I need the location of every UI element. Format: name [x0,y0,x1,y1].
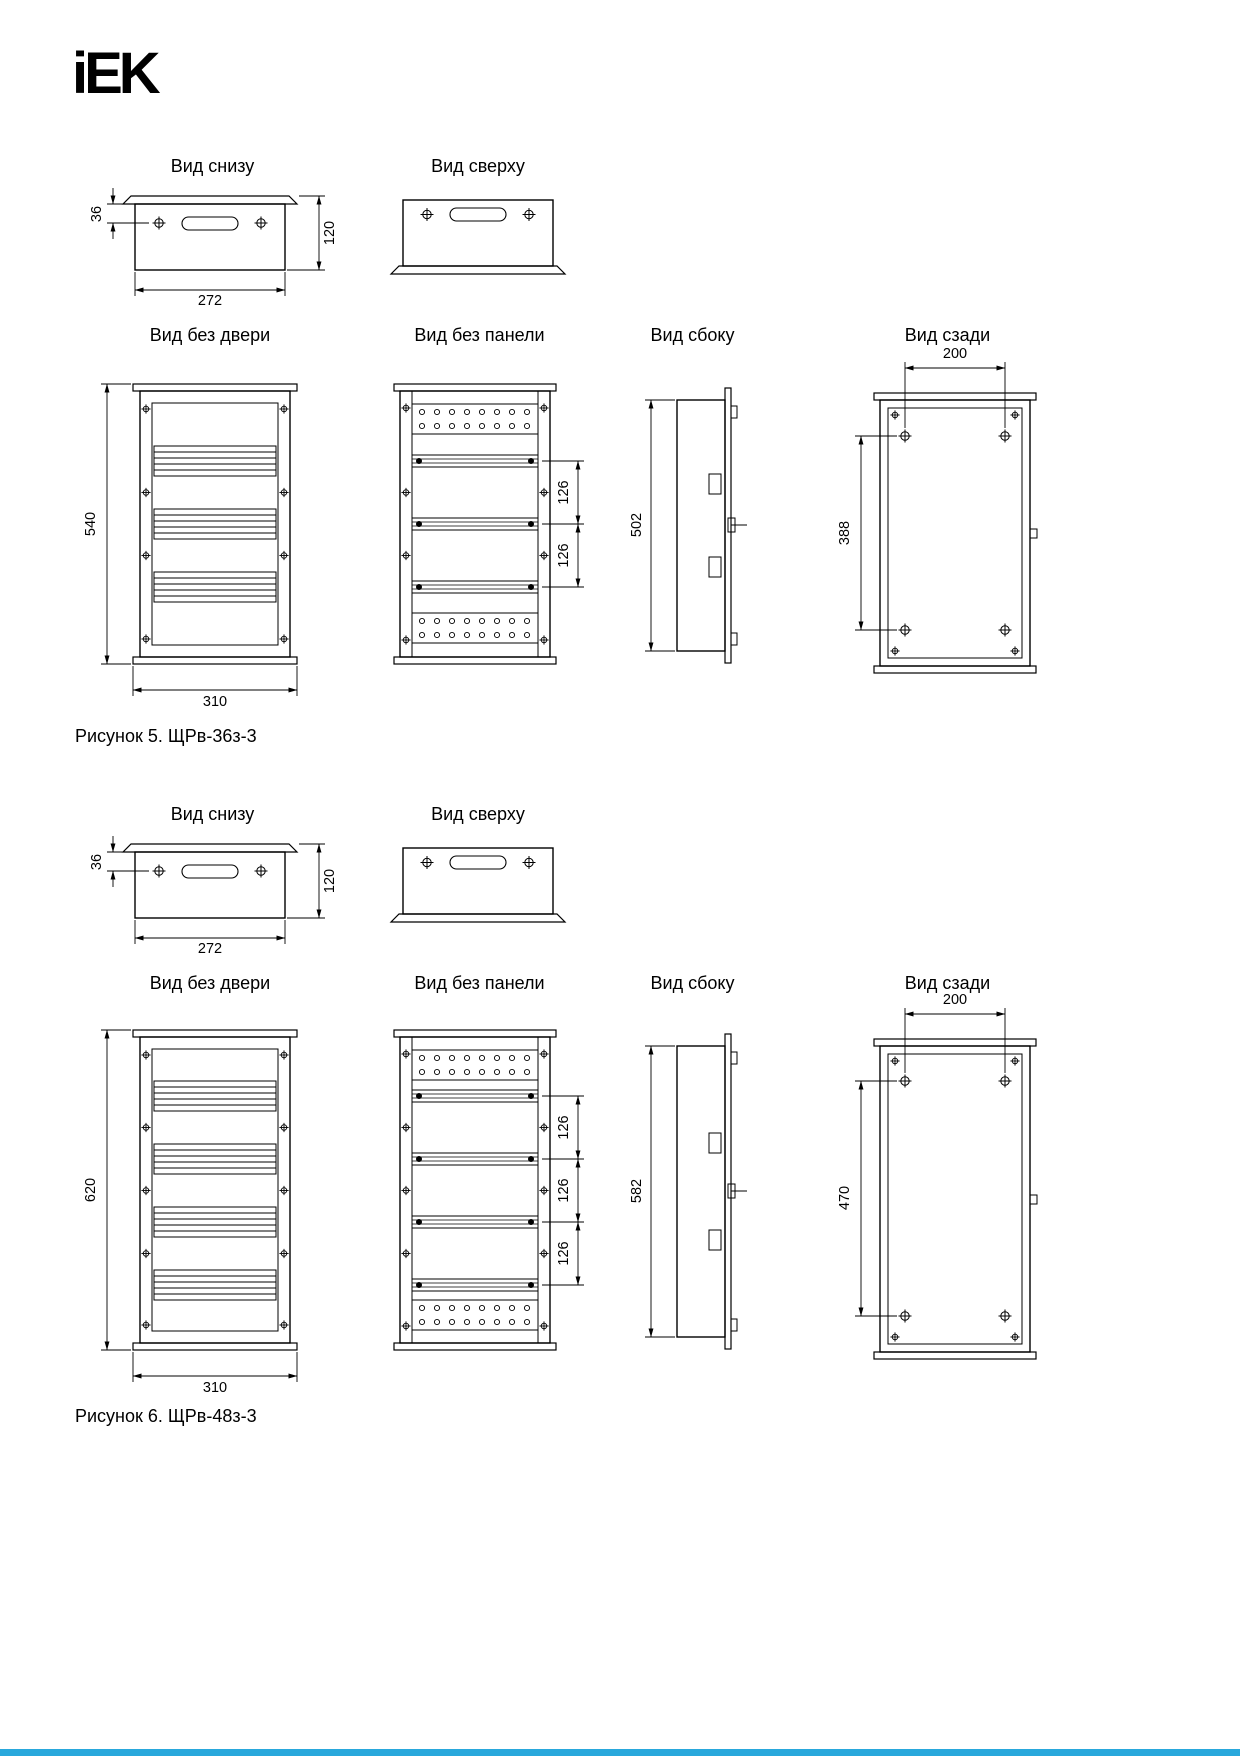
enclosure-outline [391,200,565,274]
enclosure-outline [123,844,297,918]
brand-color-bar [0,1749,1240,1756]
view-title-bottom-fig6: Вид снизу [170,804,255,824]
view-title-bottom-fig5: Вид снизу [170,156,255,176]
dim-rear-hole-width-fig6: 200 [942,992,968,1008]
view-title-top-fig5: Вид сверху [431,156,525,176]
screws [421,208,536,221]
side-view-drawing-fig5 [625,368,760,703]
cabinet-outline [874,393,1037,673]
front-view-drawing-fig6 [75,1006,345,1396]
cabinet-outline [874,1039,1037,1359]
screws [153,217,268,230]
panel-view-drawing-fig5 [362,360,597,710]
dim-rail-gap-1-fig6: 126 [556,1115,572,1140]
frame-screws [401,1049,548,1330]
view-title-rear-fig6: Вид сзади [904,973,991,993]
dim-rear-hole-width-fig5: 200 [942,346,968,362]
view-title-side-fig5: Вид сбоку [650,325,735,345]
dim-bottom-offset-fig5: 36 [89,205,105,223]
din-module-blocks [154,446,276,602]
view-title-top-fig6: Вид сверху [431,804,525,824]
view-title-rear-fig5: Вид сзади [904,325,991,345]
view-title-panel-fig6: Вид без панели [414,973,545,993]
dimension-lines [645,1046,675,1337]
top-view-drawing-fig6 [378,838,578,933]
dimension-lines [645,400,675,651]
dim-rail-gap-1-fig5: 126 [556,480,572,505]
view-title-front-fig6: Вид без двери [149,973,271,993]
din-module-blocks [154,1081,276,1300]
enclosure-outline [391,848,565,922]
bottom-view-drawing-fig6 [85,832,340,957]
dimension-lines [101,1030,297,1382]
screws [421,856,536,869]
dimension-lines [101,384,297,696]
top-view-drawing-fig5 [378,190,578,285]
dim-bottom-width-fig6: 272 [197,941,223,957]
screws [153,865,268,878]
frame-screws [401,403,548,644]
dim-bottom-depth-fig6: 120 [322,868,338,894]
cabinet-outline [133,1030,297,1350]
corner-screws [890,410,1019,655]
rear-view-drawing-fig6 [825,986,1070,1381]
figure-5-caption: Рисунок 5. ЩРв-36з-3 [75,726,257,746]
figure-6-caption: Рисунок 6. ЩРв-48з-3 [75,1406,257,1426]
perforated-strips [412,1050,538,1330]
cabinet-outline [394,1030,556,1350]
dim-front-height-fig5: 540 [83,511,99,537]
bottom-view-drawing-fig5 [85,184,340,309]
perforated-strips [412,404,538,643]
dim-bottom-width-fig5: 272 [197,293,223,309]
dim-bottom-depth-fig5: 120 [322,220,338,246]
dimension-lines [855,362,1005,630]
panel-view-drawing-fig6 [362,1006,597,1396]
frame-screws [141,404,288,643]
enclosure-outline [123,196,297,270]
dim-rail-gap-3-fig6: 126 [556,1241,572,1266]
iek-logo: iEK [72,41,157,106]
dim-rail-gap-2-fig5: 126 [556,543,572,568]
dim-rear-hole-height-fig5: 388 [837,520,853,546]
view-title-panel-fig5: Вид без панели [414,325,545,345]
rear-view-drawing-fig5 [825,340,1070,695]
dim-front-height-fig6: 620 [83,1177,99,1203]
dim-front-width-fig6: 310 [202,1380,228,1396]
side-view-drawing-fig6 [625,1014,760,1389]
mounting-holes [899,430,1012,637]
view-title-side-fig6: Вид сбоку [650,973,735,993]
body-outline [677,388,747,663]
front-view-drawing-fig5 [75,360,345,710]
din-rails [412,1090,538,1291]
dim-rear-hole-height-fig6: 470 [837,1185,853,1211]
dim-rail-gap-2-fig6: 126 [556,1178,572,1203]
dim-side-height-fig6: 582 [629,1178,645,1204]
cabinet-outline [133,384,297,664]
dim-front-width-fig5: 310 [202,694,228,710]
dim-bottom-offset-fig6: 36 [89,853,105,871]
mounting-holes [899,1075,1012,1323]
din-rails [412,455,538,593]
view-title-front-fig5: Вид без двери [149,325,271,345]
body-outline [677,1034,747,1349]
corner-screws [890,1056,1019,1341]
dim-side-height-fig5: 502 [629,512,645,538]
